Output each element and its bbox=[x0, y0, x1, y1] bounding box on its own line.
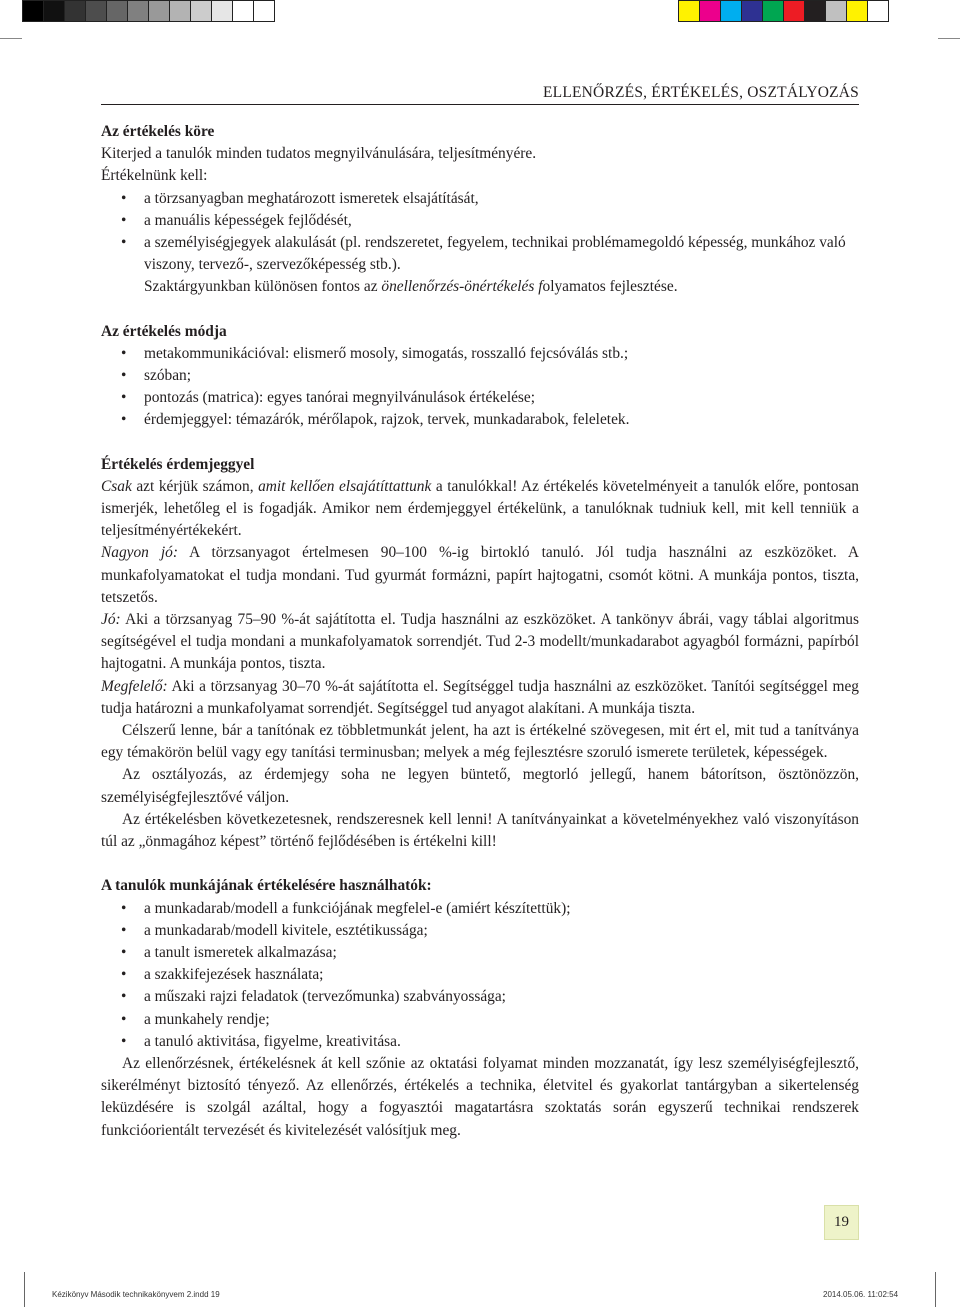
bullet-list bbox=[101, 188, 859, 277]
list-item: • metakommunikációval: elismerő mosoly, simogatás, rosszalló fejcsóválás stb.; bbox=[101, 343, 859, 365]
grade-label: Megfelelő: bbox=[101, 677, 168, 695]
page-body bbox=[101, 121, 859, 1142]
section-title-grading: Értékelés érdemjeggyel bbox=[101, 455, 255, 473]
paragraph: Az osztályozás, az érdemjegy soha ne legyen büntető, megtorló jellegű, hanem bátorítson, ösztönözzön, személyiségfejlesztővé váljon. bbox=[101, 766, 859, 806]
calibration-swatch bbox=[825, 0, 847, 22]
calibration-swatch bbox=[64, 0, 86, 22]
list-item: • a tanuló aktivitása, figyelme, kreativitása. bbox=[101, 1031, 859, 1053]
bullet-list bbox=[101, 898, 859, 1053]
list-item: • a törzsanyagban meghatározott ismeretek elsajátítását, bbox=[101, 188, 859, 210]
calibration-swatch bbox=[867, 0, 889, 22]
calibration-swatch bbox=[43, 0, 65, 22]
text-run: Szaktárgyunkban különösen fontos az bbox=[144, 278, 382, 296]
italic-run: önellenőrzés-önértékelés f bbox=[381, 278, 543, 296]
calibration-swatch bbox=[85, 0, 107, 22]
calibration-swatch bbox=[22, 0, 44, 22]
calibration-swatch bbox=[846, 0, 868, 22]
text-run: olyamatos fejlesztése. bbox=[542, 278, 678, 296]
section-title-criteria: A tanulók munkájának értékelésére használhatók: bbox=[101, 877, 432, 895]
text-run: a tanulókkal! Az értékelés követelményeit a tanulók előre, pontosan ismerjék, lehetőleg el is fogadják. Amikor nem érdemjeggyel értékelünk, a tanulóknak tudniuk kell, mit kell tenniük a teljesítményértékekért. bbox=[101, 477, 859, 540]
grade-paragraph bbox=[101, 609, 859, 676]
grade-label: Jó: bbox=[101, 611, 121, 629]
list-item: • a műszaki rajzi feladatok (tervezőmunka) szabványossága; bbox=[101, 986, 859, 1008]
list-item: • a munkadarab/modell a funkciójának megfelel-e (amiért készítettük); bbox=[101, 898, 859, 920]
list-item: • a munkadarab/modell kivitele, esztétikussága; bbox=[101, 920, 859, 942]
section-title-method: Az értékelés módja bbox=[101, 322, 227, 340]
paragraph: Az értékelésben következetesnek, rendszeresnek kell lenni! A tanítványainkat a követelményekhez való viszonyításon túl az „önmagához képest” történő fejlődésében is értékelni kill! bbox=[101, 810, 859, 851]
text-run: Aki a törzsanyag 30–70 %-át sajátította el. Segítséggel tudja használni az eszközöket. Tanítói segítséggel meg tudja határozni a munkafolyamat sorrendjét. Segítséggel tud anyagot alakítani. A munkája tiszta. bbox=[101, 677, 859, 717]
crop-mark bbox=[935, 1272, 936, 1307]
calibration-swatch bbox=[762, 0, 784, 22]
list-item: • pontozás (matrica): egyes tanórai megnyilvánulások értékelése; bbox=[101, 387, 859, 409]
grade-paragraph bbox=[101, 676, 859, 720]
paragraph bbox=[101, 276, 859, 298]
text-run: A törzsanyagot értelmesen 90–100 %-ig birtokló tanuló. Jól tudja használni az eszközöket. A munkafolyamatokat el tudja mondani. Tud gyurmát formázni, papírt hajtogatni, csomót kötni. A munkája pontos, tiszta, tetszetős. bbox=[101, 544, 860, 606]
list-item: • szóban; bbox=[101, 365, 859, 387]
calibration-swatch bbox=[127, 0, 149, 22]
running-header: ELLENŐRZÉS, ÉRTÉKELÉS, OSZTÁLYOZÁS bbox=[542, 84, 859, 101]
calibration-swatch bbox=[190, 0, 212, 22]
calibration-swatch bbox=[783, 0, 805, 22]
calibration-swatch bbox=[804, 0, 826, 22]
crop-mark bbox=[0, 38, 22, 39]
list-item: • a szakkifejezések használata; bbox=[101, 964, 859, 986]
paragraph: Célszerű lenne, bár a tanítónak ez többletmunkát jelent, ha azt is értékelné szövegesen, mit ért el, mit tud a tanítványa egy témakörön belül vagy egy tanítási terminusban; melyek a még fejlesztésre szoruló ismerete területek, képességek. bbox=[101, 722, 859, 762]
paragraph: Értékelnünk kell: bbox=[101, 167, 208, 185]
list-item: • érdemjeggyel: témazárók, mérőlapok, rajzok, tervek, munkadarabok, feleletek. bbox=[101, 409, 859, 431]
text-run: azt kérjük számon, bbox=[131, 477, 259, 495]
gray-calibration-bar bbox=[22, 0, 274, 23]
page-number: 19 bbox=[824, 1205, 859, 1240]
list-item: • a munkahely rendje; bbox=[101, 1009, 859, 1031]
calibration-swatch bbox=[699, 0, 721, 22]
paragraph bbox=[101, 476, 859, 543]
header-rule bbox=[101, 104, 859, 105]
crop-mark bbox=[24, 1272, 25, 1307]
grade-label: Nagyon jó: bbox=[101, 544, 178, 562]
calibration-swatch bbox=[106, 0, 128, 22]
text-run: Aki a törzsanyag 75–90 %-át sajátította el. Tudja használni az eszközöket. A tankönyv ábrái, vagy táblai algoritmus segítségével el tudja mondani a munkafolyamatok sorrendjét. Tud 2-3 modellt/munkadarabot agyagból formázni, papírból hajtogatni. A munkája pontos, tiszta. bbox=[101, 611, 859, 673]
print-slug-right: 2014.05.06. 11:02:54 bbox=[823, 1290, 899, 1299]
calibration-swatch bbox=[232, 0, 254, 22]
list-item: • a tanult ismeretek alkalmazása; bbox=[101, 942, 859, 964]
print-slug-left: Kézikönyv Második technikakönyvem 2.indd 19 bbox=[52, 1290, 220, 1299]
grade-paragraph bbox=[101, 542, 859, 609]
crop-mark bbox=[938, 38, 960, 39]
italic-run: Csak bbox=[101, 477, 132, 495]
calibration-swatch bbox=[211, 0, 233, 22]
paragraph: Kiterjed a tanulók minden tudatos megnyilvánulására, teljesítményére. bbox=[101, 145, 537, 163]
calibration-swatch bbox=[720, 0, 742, 22]
paragraph: Az ellenőrzésnek, értékelésnek át kell szőnie az oktatási folyamat minden mozzanatát, így lesz személyiségfejlesztő, sikerélményt biztosító tényező. Az ellenőrzés, értékelés a technika, életvitel és gyakorlat tantárgyban a sikertelenség leküzdésére is szolgál azáltal, hogy a fogyasztói magatartásra szoktatás során egyszerű technikai rendszerek funkcióorientált tervezését és kivitelezését valósítjuk meg. bbox=[101, 1054, 859, 1139]
calibration-swatch bbox=[678, 0, 700, 22]
section-title-scope: Az értékelés köre bbox=[101, 123, 215, 140]
calibration-swatch bbox=[253, 0, 275, 22]
list-item: • a személyiségjegyek alakulását (pl. rendszeretet, fegyelem, technikai problémamegoldó képesség, munkához való viszony, tervező-, szervezőképesség stb.). bbox=[101, 232, 859, 276]
bullet-list bbox=[101, 343, 859, 432]
color-calibration-bar bbox=[678, 0, 888, 23]
italic-run: amit kellően elsajátíttattunk bbox=[258, 477, 432, 495]
calibration-swatch bbox=[148, 0, 170, 22]
calibration-swatch bbox=[169, 0, 191, 22]
calibration-swatch bbox=[741, 0, 763, 22]
list-item: • a manuális képességek fejlődését, bbox=[101, 210, 859, 232]
